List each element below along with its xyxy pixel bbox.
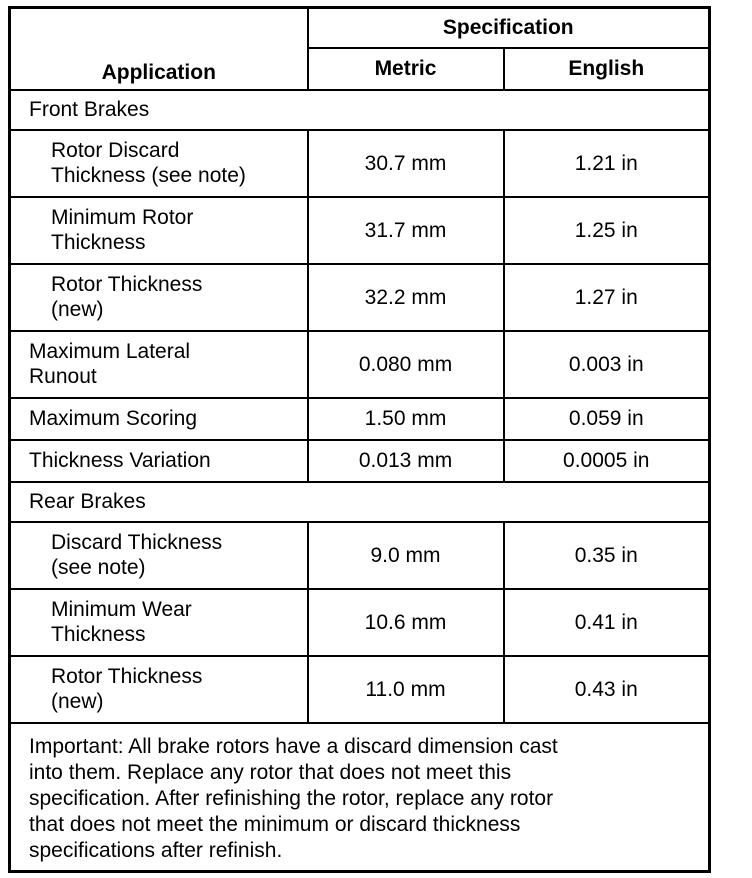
section-title-front-brakes: Front Brakes bbox=[10, 90, 710, 130]
section-title-rear-brakes: Rear Brakes bbox=[10, 482, 710, 522]
row-label: Discard Thickness (see note) bbox=[51, 531, 223, 579]
english-value: 1.21 in bbox=[504, 130, 710, 197]
table-row bbox=[10, 197, 710, 264]
english-value: 0.059 in bbox=[504, 398, 710, 440]
specification-header: Specification bbox=[308, 8, 710, 48]
english-value: 1.25 in bbox=[504, 197, 710, 264]
english-value: 0.0005 in bbox=[504, 440, 710, 482]
english-value: 0.41 in bbox=[504, 589, 710, 656]
metric-value: 0.013 mm bbox=[308, 440, 504, 482]
table-row bbox=[10, 130, 710, 197]
table-row bbox=[10, 264, 710, 331]
metric-value: 32.2 mm bbox=[308, 264, 504, 331]
row-label: Rotor Thickness (new) bbox=[51, 665, 203, 713]
metric-value: 1.50 mm bbox=[308, 398, 504, 440]
metric-header: Metric bbox=[308, 48, 504, 90]
english-header: English bbox=[504, 48, 710, 90]
english-value: 1.27 in bbox=[504, 264, 710, 331]
row-label: Thickness Variation bbox=[29, 449, 211, 472]
metric-value: 9.0 mm bbox=[308, 522, 504, 589]
important-note: Important: All brake rotors have a discard dimension cast into them. Replace any rotor that does not meet this specification. After refinishing the rotor, replace any rotor that does not meet the minimum or discard thickness specifications after refinish. bbox=[29, 734, 558, 862]
note-row bbox=[10, 723, 710, 872]
row-label: Maximum Scoring bbox=[29, 407, 198, 430]
metric-value: 30.7 mm bbox=[308, 130, 504, 197]
row-label: Maximum Lateral Runout bbox=[29, 340, 191, 388]
table-row bbox=[10, 656, 710, 723]
row-label: Minimum Wear Thickness bbox=[51, 598, 192, 646]
metric-value: 11.0 mm bbox=[308, 656, 504, 723]
english-value: 0.35 in bbox=[504, 522, 710, 589]
section-row-front-brakes bbox=[10, 90, 710, 130]
brake-rotor-spec-table bbox=[8, 6, 711, 873]
table-row bbox=[10, 589, 710, 656]
row-label: Minimum Rotor Thickness bbox=[51, 206, 194, 254]
table-row bbox=[10, 398, 710, 440]
section-row-rear-brakes bbox=[10, 482, 710, 522]
row-label: Rotor Thickness (new) bbox=[51, 273, 203, 321]
table-row bbox=[10, 331, 710, 398]
metric-value: 10.6 mm bbox=[308, 589, 504, 656]
application-header: Application bbox=[10, 8, 308, 90]
table-row bbox=[10, 440, 710, 482]
english-value: 0.003 in bbox=[504, 331, 710, 398]
table-row bbox=[10, 522, 710, 589]
row-label: Rotor Discard Thickness (see note) bbox=[51, 139, 246, 187]
metric-value: 31.7 mm bbox=[308, 197, 504, 264]
metric-value: 0.080 mm bbox=[308, 331, 504, 398]
english-value: 0.43 in bbox=[504, 656, 710, 723]
